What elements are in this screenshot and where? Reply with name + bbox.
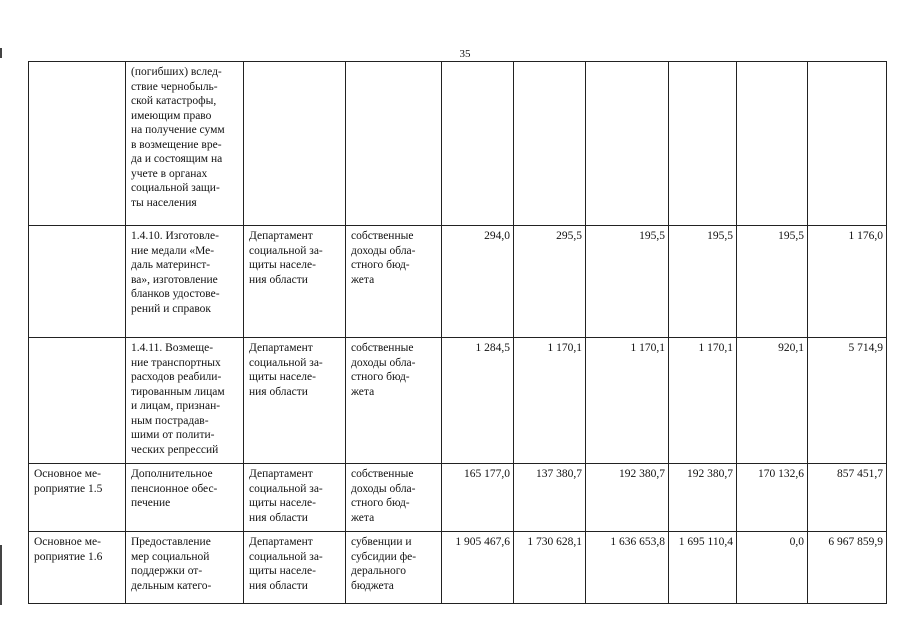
executor-cell xyxy=(244,338,346,464)
year-value-cell xyxy=(737,62,808,226)
executor-cell-line: щиты населе- xyxy=(249,259,316,271)
activity-name-cell-line: в возмещение вре- xyxy=(131,138,222,151)
measure-cell-line: Основное ме- xyxy=(34,468,101,480)
executor-cell-line: ния области xyxy=(249,579,308,592)
activity-name-cell-line: ние медали «Ме- xyxy=(131,244,215,257)
activity-name-cell-line: ствие чернобыль- xyxy=(131,80,218,93)
funding-source-cell-line: доходы обла- xyxy=(351,356,416,369)
year-value-cell: 1 170,1 xyxy=(514,338,586,464)
measure-cell-line: роприятие 1.5 xyxy=(34,482,103,495)
scan-artifact xyxy=(0,48,2,58)
executor-cell-line: Департамент xyxy=(249,230,313,242)
funding-source-cell-line: собственные xyxy=(351,230,414,242)
year-value-cell: 192 380,7 xyxy=(586,464,669,532)
measure-cell xyxy=(29,226,126,338)
executor-cell-line: Департамент xyxy=(249,468,313,480)
activity-name-cell xyxy=(126,532,244,604)
year-value-cell: 1 636 653,8 xyxy=(586,532,669,604)
funding-source-cell-line: жета xyxy=(351,385,375,398)
funding-source-cell-line: собственные xyxy=(351,342,414,354)
funding-source-cell-line: субсидии фе- xyxy=(351,550,417,563)
activity-name-cell-line: пенсионное обес- xyxy=(131,482,218,495)
activity-name-cell-line: Дополнительное xyxy=(131,468,213,480)
activity-name-cell-line: на получение сумм xyxy=(131,124,225,136)
executor-cell xyxy=(244,226,346,338)
executor-cell-line: социальной за- xyxy=(249,356,323,369)
funding-source-cell xyxy=(346,62,442,226)
measure-cell xyxy=(29,62,126,226)
year-value-cell: 1 170,1 xyxy=(669,338,737,464)
funding-source-cell-line: доходы обла- xyxy=(351,244,416,257)
activity-name-cell xyxy=(126,338,244,464)
executor-cell-line: Департамент xyxy=(249,536,313,548)
page-number: 35 xyxy=(459,48,471,60)
activity-name-cell-line: мер социальной xyxy=(131,550,210,563)
activity-name-cell-line: шими от полити- xyxy=(131,429,215,441)
year-value-cell: 0,0 xyxy=(737,532,808,604)
total-value-cell: 857 451,7 xyxy=(808,464,887,532)
activity-name-cell-line: 1.4.10. Изготовле- xyxy=(131,230,219,242)
funding-source-cell-line: бюджета xyxy=(351,579,394,592)
year-value-cell: 1 905 467,6 xyxy=(442,532,514,604)
executor-cell-line: социальной за- xyxy=(249,482,323,495)
activity-name-cell-line: ты населения xyxy=(131,196,197,209)
activity-name-cell-line: тированным лицам xyxy=(131,385,225,398)
total-value-cell: 5 714,9 xyxy=(808,338,887,464)
total-value-cell: 1 176,0 xyxy=(808,226,887,338)
executor-cell-line: ния области xyxy=(249,511,308,524)
activity-name-cell xyxy=(126,226,244,338)
year-value-cell: 1 695 110,4 xyxy=(669,532,737,604)
table-row xyxy=(29,464,887,532)
year-value-cell: 920,1 xyxy=(737,338,808,464)
measure-cell-line: роприятие 1.6 xyxy=(34,550,103,563)
funding-source-cell-line: стного бюд- xyxy=(351,259,410,271)
year-value-cell: 1 284,5 xyxy=(442,338,514,464)
funding-source-cell xyxy=(346,338,442,464)
activity-name-cell-line: даль материнст- xyxy=(131,259,211,271)
year-value-cell: 295,5 xyxy=(514,226,586,338)
year-value-cell: 195,5 xyxy=(737,226,808,338)
executor-cell-line: социальной за- xyxy=(249,550,323,563)
executor-cell-line: щиты населе- xyxy=(249,565,316,577)
year-value-cell: 137 380,7 xyxy=(514,464,586,532)
year-value-cell: 1 170,1 xyxy=(586,338,669,464)
table-row xyxy=(29,226,887,338)
funding-source-cell-line: субвенции и xyxy=(351,536,412,548)
year-value-cell: 165 177,0 xyxy=(442,464,514,532)
year-value-cell xyxy=(514,62,586,226)
activity-name-cell-line: социальной защи- xyxy=(131,182,220,194)
year-value-cell: 170 132,6 xyxy=(737,464,808,532)
activity-name-cell-line: имеющим право xyxy=(131,109,212,122)
year-value-cell: 1 730 628,1 xyxy=(514,532,586,604)
funding-source-cell xyxy=(346,532,442,604)
funding-source-cell xyxy=(346,464,442,532)
activity-name-cell-line: и лицам, признан- xyxy=(131,400,221,412)
year-value-cell: 195,5 xyxy=(669,226,737,338)
total-value-cell: 6 967 859,9 xyxy=(808,532,887,604)
activity-name-cell-line: ва», изготовление xyxy=(131,273,218,286)
activity-name-cell-line: ческих репрессий xyxy=(131,443,219,456)
executor-cell-line: щиты населе- xyxy=(249,497,316,509)
year-value-cell xyxy=(442,62,514,226)
activity-name-cell-line: рений и справок xyxy=(131,302,212,315)
funding-source-cell-line: жета xyxy=(351,511,375,524)
activity-name-cell-line: бланков удостове- xyxy=(131,288,220,300)
executor-cell-line: ния области xyxy=(249,273,308,286)
table-row xyxy=(29,62,887,226)
activity-name-cell-line: ской катастрофы, xyxy=(131,95,217,107)
executor-cell-line: социальной за- xyxy=(249,244,323,257)
measure-cell xyxy=(29,532,126,604)
scan-artifact xyxy=(0,545,2,605)
year-value-cell: 294,0 xyxy=(442,226,514,338)
funding-source-cell-line: жета xyxy=(351,273,375,286)
year-value-cell: 195,5 xyxy=(586,226,669,338)
executor-cell-line: ния области xyxy=(249,385,308,398)
measure-cell xyxy=(29,338,126,464)
year-value-cell xyxy=(669,62,737,226)
activity-name-cell-line: расходов реабили- xyxy=(131,371,222,383)
table-row xyxy=(29,532,887,604)
funding-source-cell-line: стного бюд- xyxy=(351,497,410,509)
funding-source-cell-line: дерального xyxy=(351,565,406,577)
executor-cell xyxy=(244,532,346,604)
activity-name-cell-line: да и состоящим на xyxy=(131,153,223,165)
activity-name-cell-line: печение xyxy=(131,497,171,509)
year-value-cell xyxy=(586,62,669,226)
activity-name-cell-line: 1.4.11. Возмеще- xyxy=(131,342,214,354)
activity-name-cell-line: поддержки от- xyxy=(131,565,203,577)
funding-source-cell xyxy=(346,226,442,338)
executor-cell xyxy=(244,464,346,532)
activity-name-cell-line: учете в органах xyxy=(131,167,208,180)
measure-cell xyxy=(29,464,126,532)
activity-name-cell-line: Предоставление xyxy=(131,536,211,548)
executor-cell xyxy=(244,62,346,226)
measure-cell-line: Основное ме- xyxy=(34,536,101,548)
executor-cell-line: щиты населе- xyxy=(249,371,316,383)
funding-source-cell-line: собственные xyxy=(351,468,414,480)
total-value-cell xyxy=(808,62,887,226)
activity-name-cell-line: дельным катего- xyxy=(131,579,212,592)
activity-name-cell xyxy=(126,464,244,532)
table-row xyxy=(29,338,887,464)
activity-name-cell-line: (погибших) вслед- xyxy=(131,66,222,78)
funding-source-cell-line: стного бюд- xyxy=(351,371,410,383)
budget-table xyxy=(28,61,887,604)
year-value-cell: 192 380,7 xyxy=(669,464,737,532)
activity-name-cell-line: ние транспортных xyxy=(131,356,221,369)
activity-name-cell xyxy=(126,62,244,226)
executor-cell-line: Департамент xyxy=(249,342,313,354)
activity-name-cell-line: ным пострадав- xyxy=(131,414,209,427)
funding-source-cell-line: доходы обла- xyxy=(351,482,416,495)
